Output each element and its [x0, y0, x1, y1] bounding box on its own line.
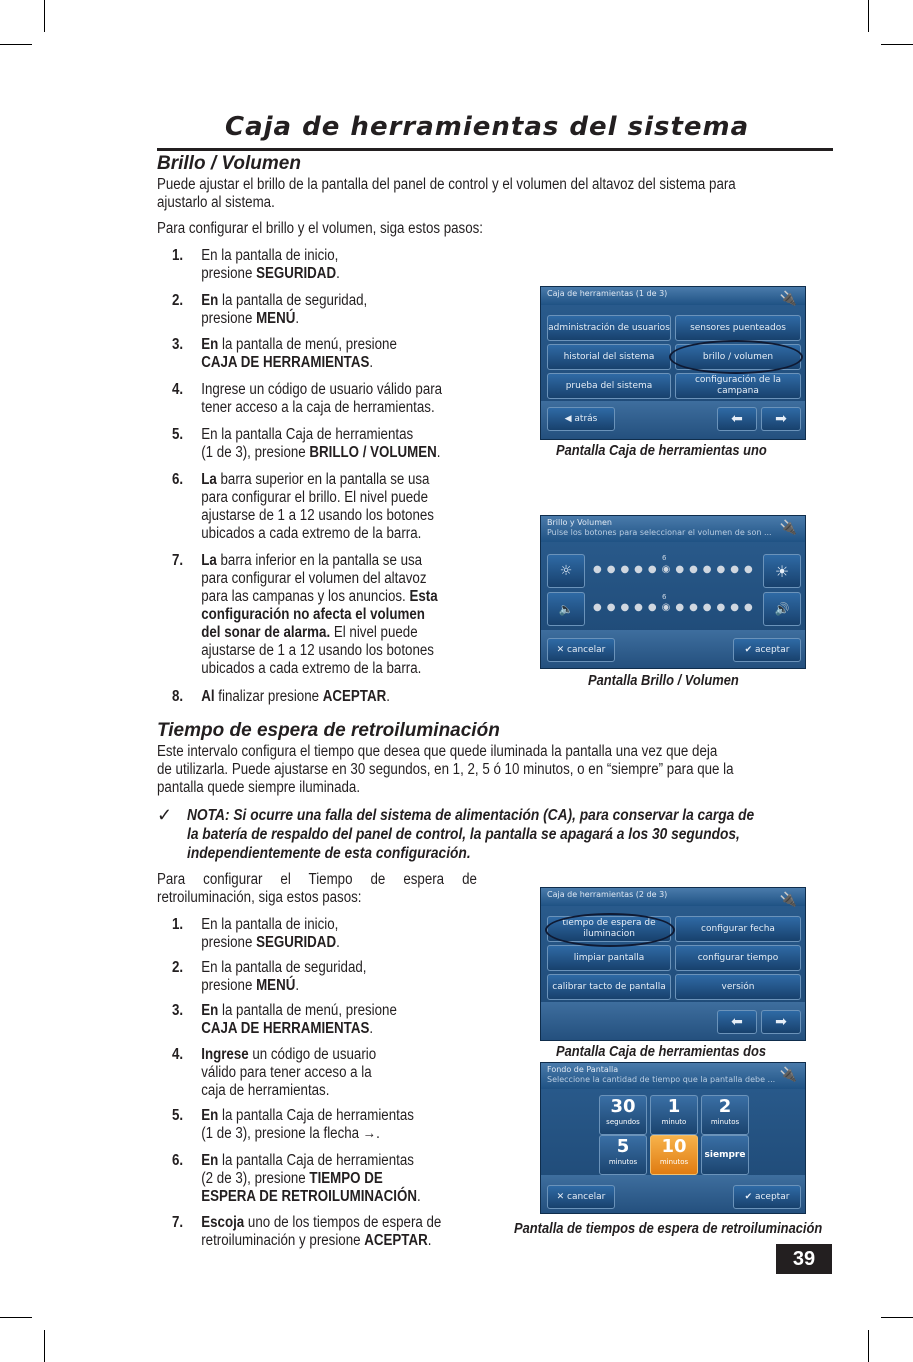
list-item: 5. En la pantalla Caja de herramientas (1 de 3), presione BRILLO / VOLUMEN. — [172, 426, 441, 461]
x-icon: ✕ — [556, 644, 568, 655]
backlight-paragraph: Este intervalo configura el tiempo que desea que quede iluminada la pantalla una vez que deja de utilizarla. Puede ajustarse en 30 segundos, en 1, 2, 5 ó 10 minutos, o en “siempre” para que la pantalla quede siempre iluminada. — [157, 743, 734, 796]
timeout-30s-button[interactable]: 30 segundos — [599, 1095, 647, 1135]
list-item: 4. Ingrese un código de usuario válido para tener acceso a la caja de herramientas. — [172, 1046, 377, 1099]
arrow-left-icon: ⬅ — [731, 1013, 743, 1030]
highlight-circle — [669, 340, 803, 374]
brightness-level: 6 — [662, 554, 667, 562]
screen-header: Brillo y Volumen Pulse los botones para seleccionar el volumen de son ... — [541, 516, 805, 542]
plug-icon: 🔌 — [779, 291, 797, 307]
arrow-right-icon: ➡ — [775, 1013, 787, 1030]
page-title: Caja de herramientas del sistema — [225, 112, 750, 142]
arrow-right-button[interactable] — [761, 1010, 801, 1034]
brightness-down-button[interactable] — [547, 554, 585, 588]
timeout-2m-button[interactable]: 2 minutos — [701, 1095, 749, 1135]
backlight-intro: Para configurar el Tiempo de espera de — [157, 871, 477, 888]
speaker-icon: 🔊 — [774, 601, 790, 616]
list-item: 8. Al finalizar presione ACEPTAR. — [172, 688, 390, 705]
arrow-right-button[interactable] — [761, 407, 801, 431]
screen-header: Caja de herramientas (2 de 3) — [541, 888, 805, 906]
list-item: 4. Ingrese un código de usuario válido para tener acceso a la caja de herramientas. — [172, 381, 443, 416]
screen-caption: Pantalla Caja de herramientas dos — [556, 1043, 767, 1060]
crop-mark — [44, 1330, 45, 1362]
note-label: NOTA: — [187, 807, 230, 824]
backlight-timeout-screen — [540, 1062, 806, 1214]
crop-mark — [0, 1317, 32, 1318]
speaker-icon: 🔈 — [558, 601, 574, 616]
section-heading-backlight: Tiempo de espera de retroiluminación — [157, 720, 500, 741]
screen-caption: Pantalla Brillo / Volumen — [588, 672, 739, 689]
highlight-circle — [545, 913, 675, 947]
calibrate-touch-button[interactable]: calibrar tacto de pantalla — [547, 974, 671, 1000]
system-test-button[interactable]: prueba del sistema — [547, 373, 671, 399]
list-item: 6. La barra superior en la pantalla se usa para configurar el brillo. El nivel puede ajustarse de 1 a 12 usando los botones ubicados a cada extremo de la barra. — [172, 471, 434, 542]
list-item: 3. En la pantalla de menú, presione CAJA DE HERRAMIENTAS. — [172, 336, 397, 371]
screen-header: Caja de herramientas (1 de 3) — [541, 287, 805, 305]
list-item: 2. En la pantalla de seguridad, presione MENÚ. — [172, 959, 367, 994]
crop-mark — [44, 0, 45, 32]
cancel-button[interactable]: ✕ cancelar — [547, 1185, 615, 1209]
arrow-right-icon: ➡ — [775, 410, 787, 427]
timeout-5m-button[interactable]: 5 minutos — [599, 1135, 647, 1175]
arrow-left-button[interactable] — [717, 407, 757, 431]
arrow-left-icon: ⬅ — [731, 410, 743, 427]
crop-mark — [868, 0, 869, 32]
check-icon: ✔ — [744, 1191, 755, 1202]
list-item: 5. En la pantalla Caja de herramientas (1 de 3), presione la flecha →. — [172, 1107, 414, 1142]
list-item: 3. En la pantalla de menú, presione CAJA DE HERRAMIENTAS. — [172, 1002, 397, 1037]
list-item: 1. En la pantalla de inicio, presione SEGURIDAD. — [172, 247, 340, 282]
arrow-left-icon: ◀ — [564, 413, 575, 424]
brightness-volume-screen — [540, 515, 806, 669]
section-heading-brightness: Brillo / Volumen — [157, 153, 301, 174]
list-item: 7. La barra inferior en la pantalla se usa para configurar el volumen del altavoz para las campanas y los anuncios. Esta configuración no afecta el volumen del sonar de alarma. El nivel puede ajustarse de 1 a 12 usando los botones ubicados a cada extremo de la barra. — [172, 552, 438, 677]
system-history-button[interactable]: historial del sistema — [547, 344, 671, 370]
set-date-button[interactable]: configurar fecha — [675, 916, 801, 942]
sun-icon: ☼ — [559, 562, 573, 579]
crop-mark — [0, 44, 32, 45]
cancel-button[interactable]: ✕ cancelar — [547, 638, 615, 662]
screen-header: Fondo de Pantalla Seleccione la cantidad de tiempo que la pantalla debe ... — [541, 1063, 805, 1089]
back-button[interactable]: ◀ atrás — [547, 407, 615, 431]
backlight-timeout-button[interactable]: tiempo de espera de iluminacion — [547, 916, 671, 942]
timeout-always-button[interactable]: siempre — [701, 1135, 749, 1175]
sun-icon: ☀ — [774, 561, 790, 581]
brightness-volume-button[interactable]: brillo / volumen — [675, 344, 801, 370]
volume-slider[interactable]: ●●●●●◉●●●●●● — [593, 602, 758, 613]
plug-icon: 🔌 — [779, 1067, 797, 1083]
crop-mark — [868, 1330, 869, 1362]
title-rule — [157, 148, 833, 151]
crop-mark — [881, 44, 913, 45]
toolbox-screen-one — [540, 286, 806, 440]
check-icon: ✓ — [157, 805, 173, 825]
list-item: 6. En la pantalla Caja de herramientas (2 de 3), presione TIEMPO DE ESPERA DE RETROILUMINACIÓN. — [172, 1152, 421, 1205]
x-icon: ✕ — [556, 1191, 568, 1202]
version-button[interactable]: versión — [675, 974, 801, 1000]
toolbox-screen-two — [540, 887, 806, 1041]
list-item: 2. En la pantalla de seguridad, presione MENÚ. — [172, 292, 368, 327]
timeout-10m-button[interactable]: 10 minutos — [650, 1135, 698, 1175]
arrow-left-button[interactable] — [717, 1010, 757, 1034]
clean-screen-button[interactable]: limpiar pantalla — [547, 945, 671, 971]
user-admin-button[interactable]: administración de usuarios — [547, 315, 671, 341]
brightness-slider[interactable]: ●●●●●◉●●●●●● — [593, 564, 758, 575]
bypassed-sensors-button[interactable]: sensores puenteados — [675, 315, 801, 341]
list-item: 1. En la pantalla de inicio, presione SEGURIDAD. — [172, 916, 340, 951]
screen-caption: Pantalla Caja de herramientas uno — [556, 442, 767, 459]
timeout-1m-button[interactable]: 1 minuto — [650, 1095, 698, 1135]
check-icon: ✔ — [744, 644, 755, 655]
plug-icon: 🔌 — [779, 892, 797, 908]
volume-level: 6 — [662, 593, 667, 601]
crop-mark — [881, 1317, 913, 1318]
brightness-up-button[interactable] — [763, 554, 801, 588]
intro-paragraph: Puede ajustar el brillo de la pantalla del panel de control y el volumen del altavoz del sistema para ajustarlo al sistema. Para configurar el brillo y el volumen, siga estos pasos: — [157, 176, 736, 237]
set-time-button[interactable]: configurar tiempo — [675, 945, 801, 971]
chime-config-button[interactable]: configuración de la campana — [675, 373, 801, 399]
plug-icon: 🔌 — [779, 520, 797, 536]
list-item: 7. Escoja uno de los tiempos de espera de retroiluminación y presione ACEPTAR. — [172, 1214, 442, 1249]
backlight-intro: retroiluminación, siga estos pasos: — [157, 889, 362, 906]
volume-down-button[interactable] — [547, 592, 585, 626]
accept-button[interactable]: ✔ aceptar — [733, 638, 801, 662]
page-number: 39 — [776, 1244, 832, 1274]
volume-up-button[interactable] — [763, 592, 801, 626]
screen-caption: Pantalla de tiempos de espera de retroiluminación — [514, 1220, 823, 1237]
accept-button[interactable]: ✔ aceptar — [733, 1185, 801, 1209]
